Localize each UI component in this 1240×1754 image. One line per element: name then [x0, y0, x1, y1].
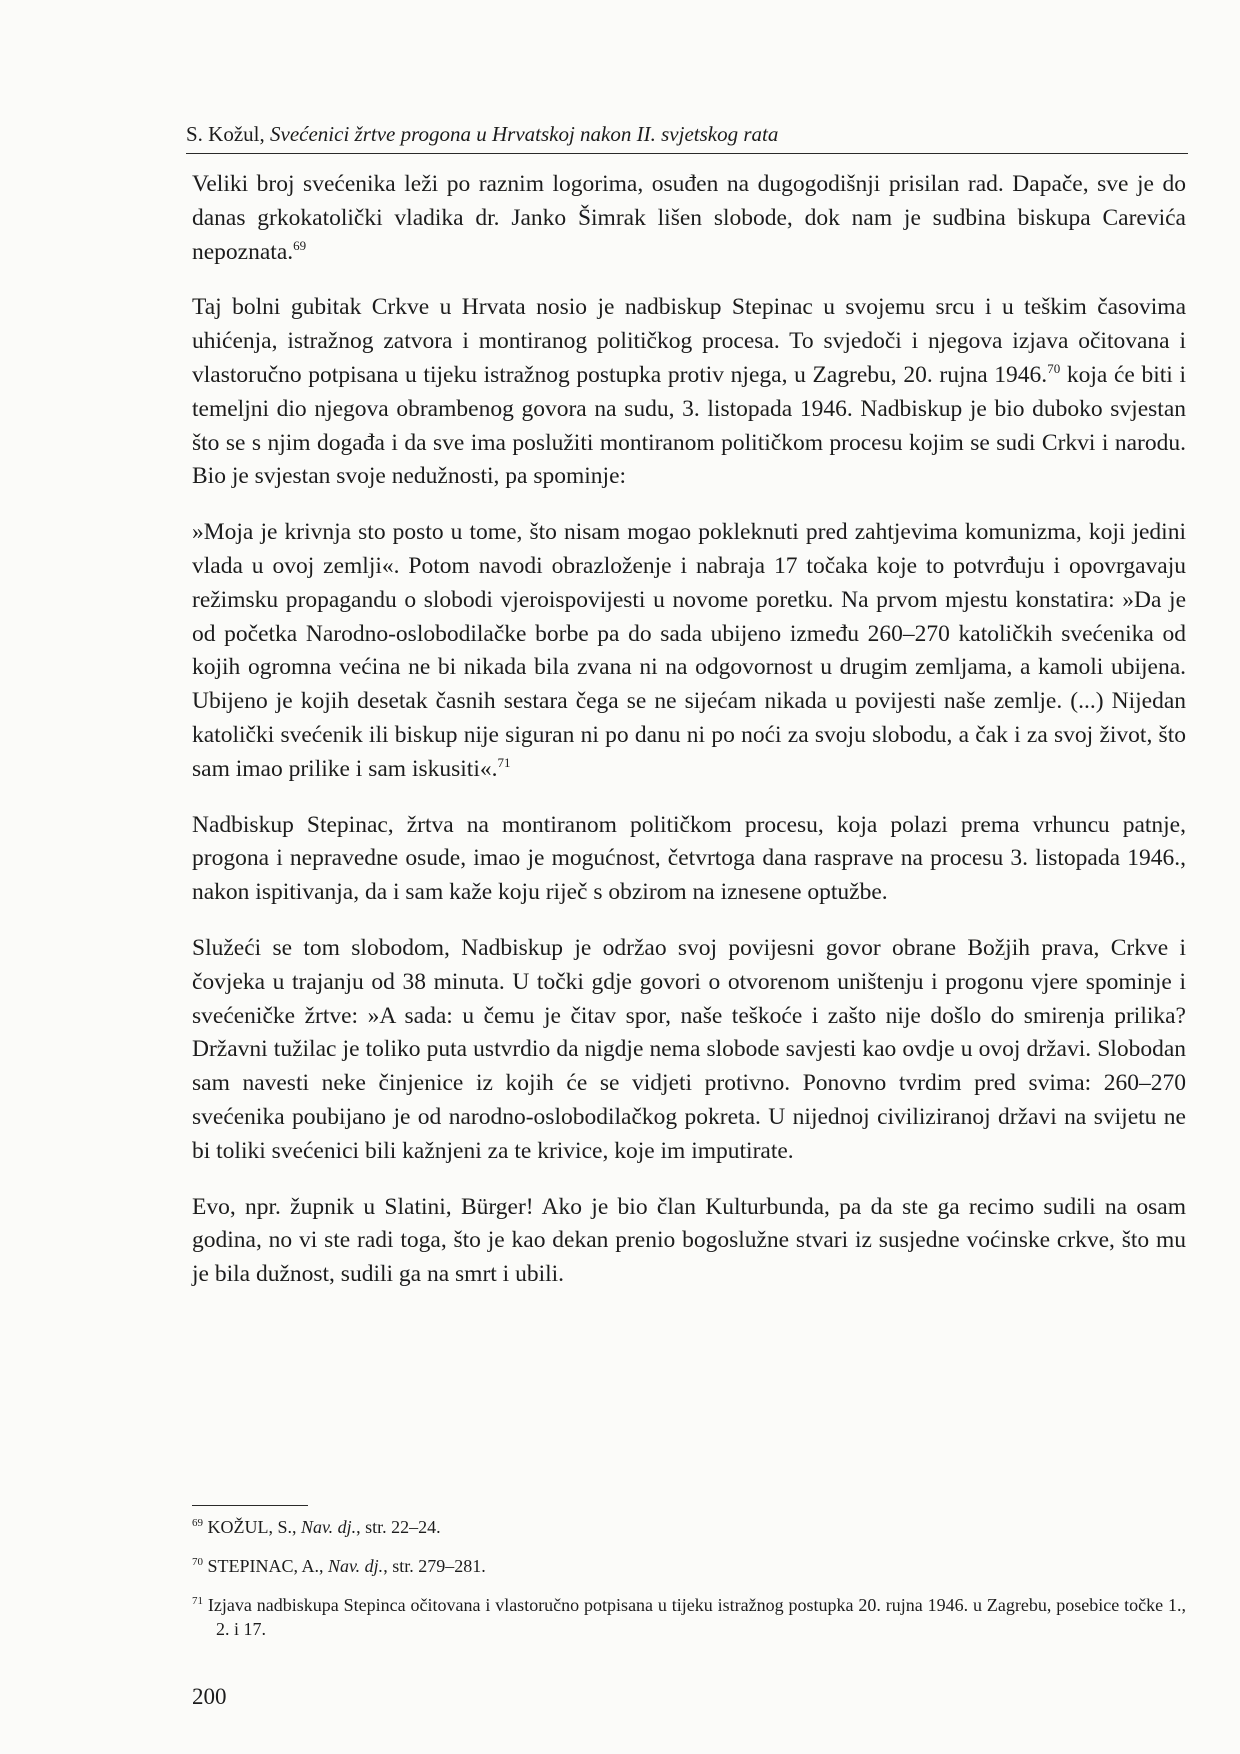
footnote: $^{69}$ KOŽUL, S., Nav. dj., str. 22–24. — [192, 1517, 441, 1537]
footnote-ref: 71 — [497, 754, 511, 770]
footnote-rule — [192, 1505, 308, 1506]
footnote-ref: 69 — [293, 237, 307, 253]
running-head — [186, 120, 1188, 148]
paragraph: Evo, npr. župnik u Slatini, Bürger! Ako je bio član Kulturbunda, pa da ste ga recimo sudili na osam godina, no vi ste radi toga, što je kao dekan prenio bogoslužne stvari iz susjedne voćinske crkve, što mu je bila dužnost, sudili ga na smrt i ubili. — [192, 1193, 1186, 1288]
header-rule — [186, 153, 1188, 154]
footnotes — [192, 1515, 1186, 1656]
header-title: Svećenici žrtve progona u Hrvatskoj nakon II. svjetskog rata — [270, 122, 779, 146]
page-number: 200 — [192, 1684, 227, 1709]
paragraph: »Moja je krivnja sto posto u tome, što nisam mogao pokleknuti pred zahtjevima komunizma, koji jedini vlada u ovoj zemlji«. Potom navodi obrazloženje i nabraja 17 točaka koje to potvrđuju i opovrgavaju režimsku propagandu o slobodi vjeroispovijesti u novome poretku. Na prvom mjestu konstatira: »Da je od početka Narodno-oslobodilačke borbe pa do sada ubijeno između 260–270 katoličkih svećenika od kojih ogromna većina ne bi nikada bila zvana ni na odgovornost u drugim zemljama, a kamoli ubijena. Ubijeno je kojih desetak časnih sestara čega se ne sijećam nikada u povijesti naše zemlje. (...) Nijedan katolički svećenik ili biskup nije siguran ni po danu ni po noći za svoju slobodu, a čak i za svoj život, što sam imao prilike i sam iskusiti«.$^{71}$ — [192, 519, 1186, 782]
header-author: S. Kožul, — [186, 122, 265, 146]
footnote: $^{71}$ Izjava nadbiskupa Stepinca očitovana i vlastoručno potpisana u tijeku istražnog postupka 20. rujna 1946. u Zagrebu, posebice točke 1., 2. i 17. — [192, 1595, 1186, 1639]
footnote-ref: 70 — [1047, 361, 1061, 377]
paragraph: Veliki broj svećenika leži po raznim logorima, osuđen na dugogodišnji prisilan rad. Dapače, sve je do danas grkokatolički vladika dr. Janko Šimrak lišen slobode, dok nam je sudbina biskupa Carevića nepoznata.$^{69}$ — [192, 171, 1186, 265]
paragraph: Nadbiskup Stepinac, žrtva na montiranom političkom procesu, koja polazi prema vrhuncu patnje, progona i nepravedne osude, imao je mogućnost, četvrtoga dana rasprave na procesu 3. listopada 1946., nakon ispitivanja, da i sam kaže koju riječ s obzirom na iznesene optužbe. — [192, 811, 1186, 906]
paragraph: Služeći se tom slobodom, Nadbiskup je održao svoj povijesni govor obrane Božjih prava, Crkve i čovjeka u trajanju od 38 minuta. U točki gdje govori o otvorenom uništenju i progonu vjere spominje i svećeničke žrtve: »A sada: u čemu je čitav spor, naše teškoće i zašto nije došlo do smirenja prilika? Državni tužilac je toliko puta ustvrdio da nigdje nema slobode savjesti kao ovdje u ovoj državi. Slobodan sam navesti neke činjenice iz kojih će se vidjeti protivno. Ponovno tvrdim pred svima: 260–270 svećenika poubijano je od narodno-oslobodilačkog pokreta. U nijednoj civiliziranoj državi na svijetu ne bi toliki svećenici bili kažnjeni za te krivice, koje im imputirate. — [192, 934, 1186, 1164]
body-text — [192, 168, 1186, 1314]
paragraph: Taj bolni gubitak Crkve u Hrvata nosio je nadbiskup Stepinac u svojemu srcu i u teškim časovima uhićenja, istražnog zatvora i montiranog političkog procesa. To svjedoči i njegova izjava očitovana i vlastoručno potpisana u tijeku istražnog postupka protiv njega, u Zagrebu, 20. rujna 1946.70 koja će biti i temeljni dio njegova obrambenog govora na sudu, 3. listopada 1946. Nadbiskup je bio duboko svjestan što se s njim događa i da sve ima poslužiti montiranom političkom procesu kojim se sudi Crkvi i narodu. Bio je svjestan svoje nedužnosti, pa spominje: — [192, 294, 1186, 490]
footnote: $^{70}$ STEPINAC, A., Nav. dj., str. 279–281. — [192, 1556, 486, 1576]
